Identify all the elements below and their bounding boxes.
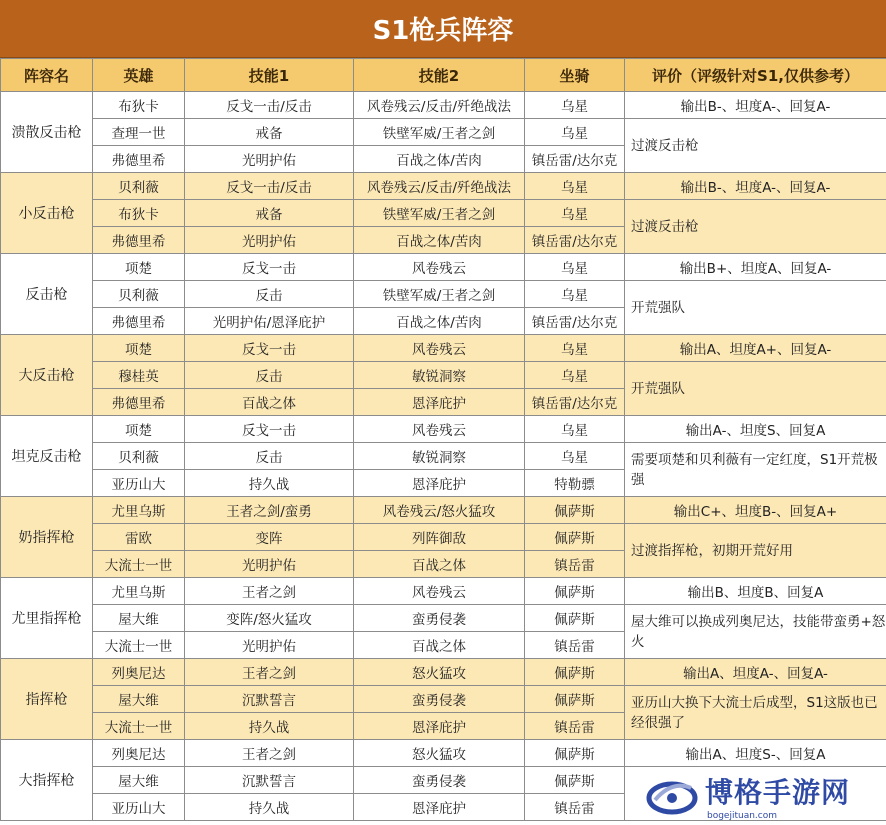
hero-cell: 项楚 <box>93 254 185 281</box>
mount-cell: 乌星 <box>525 416 625 443</box>
skill1-cell: 戒备 <box>185 200 354 227</box>
evaluation-note-cell: 亚历山大换下大流士后成型，S1这版也已经很强了 <box>625 686 886 740</box>
hero-cell: 查理一世 <box>93 119 185 146</box>
skill2-cell: 风卷残云 <box>354 416 525 443</box>
table-row <box>1 443 886 470</box>
skill2-cell: 铁壁军威/王者之剑 <box>354 119 525 146</box>
skill1-cell: 反戈一击/反击 <box>185 173 354 200</box>
mount-cell: 镇岳雷 <box>525 794 625 821</box>
mount-cell: 乌星 <box>525 173 625 200</box>
watermark-url: bogejituan.com <box>706 811 777 821</box>
skill1-cell: 反击 <box>185 362 354 389</box>
lineup-name-cell: 小反击枪 <box>1 173 93 254</box>
skill1-cell: 光明护佑 <box>185 146 354 173</box>
mount-cell: 乌星 <box>525 119 625 146</box>
evaluation-note-cell: 过渡指挥枪，初期开荒好用 <box>625 524 886 578</box>
hero-cell: 尤里乌斯 <box>93 497 185 524</box>
skill2-cell: 百战之体/苦肉 <box>354 308 525 335</box>
lineup-name-cell: 奶指挥枪 <box>1 497 93 578</box>
lineup-name-cell: 大反击枪 <box>1 335 93 416</box>
hero-cell: 布狄卡 <box>93 92 185 119</box>
skill1-cell: 反戈一击 <box>185 335 354 362</box>
rating-cell: 输出A、坦度A+、回复A- <box>625 335 886 362</box>
table-row <box>1 416 886 443</box>
skill2-cell: 敏锐洞察 <box>354 362 525 389</box>
mount-cell: 佩萨斯 <box>525 605 625 632</box>
hero-cell: 屋大维 <box>93 686 185 713</box>
rating-cell: 输出A-、坦度S、回复A <box>625 416 886 443</box>
evaluation-note-cell: 屋大维可以换成列奥尼达，技能带蛮勇+怒火 <box>625 605 886 659</box>
skill2-cell: 风卷残云/反击/歼绝战法 <box>354 173 525 200</box>
mount-cell: 佩萨斯 <box>525 767 625 794</box>
mount-cell: 镇岳雷/达尔克 <box>525 227 625 254</box>
table-row <box>1 335 886 362</box>
hero-cell: 弗德里希 <box>93 146 185 173</box>
evaluation-note-cell: 过渡反击枪 <box>625 119 886 173</box>
hero-cell: 屋大维 <box>93 767 185 794</box>
header-skill1: 技能1 <box>185 59 354 92</box>
skill1-cell: 反戈一击 <box>185 416 354 443</box>
evaluation-note-cell: 需要项楚和贝利薇有一定红度，S1开荒极强 <box>625 443 886 497</box>
rating-cell: 输出A、坦度S-、回复A <box>625 740 886 767</box>
lineup-name-cell: 溃散反击枪 <box>1 92 93 173</box>
evaluation-note-cell <box>625 767 886 821</box>
evaluation-note-cell: 过渡反击枪 <box>625 200 886 254</box>
skill1-cell: 王者之剑 <box>185 740 354 767</box>
skill2-cell: 列阵御敌 <box>354 524 525 551</box>
skill1-cell: 王者之剑/蛮勇 <box>185 497 354 524</box>
skill1-cell: 光明护佑/恩泽庇护 <box>185 308 354 335</box>
skill1-cell: 变阵/怒火猛攻 <box>185 605 354 632</box>
lineup-name-cell: 坦克反击枪 <box>1 416 93 497</box>
skill1-cell: 光明护佑 <box>185 551 354 578</box>
hero-cell: 列奥尼达 <box>93 659 185 686</box>
mount-cell: 乌星 <box>525 92 625 119</box>
hero-cell: 大流士一世 <box>93 551 185 578</box>
skill1-cell: 沉默誓言 <box>185 686 354 713</box>
skill1-cell: 反戈一击 <box>185 254 354 281</box>
hero-cell: 穆桂英 <box>93 362 185 389</box>
skill1-cell: 百战之体 <box>185 389 354 416</box>
table-row <box>1 200 886 227</box>
hero-cell: 亚历山大 <box>93 794 185 821</box>
mount-cell: 乌星 <box>525 200 625 227</box>
skill2-cell: 恩泽庇护 <box>354 389 525 416</box>
hero-cell: 亚历山大 <box>93 470 185 497</box>
skill1-cell: 反击 <box>185 443 354 470</box>
skill2-cell: 风卷残云 <box>354 254 525 281</box>
hero-cell: 屋大维 <box>93 605 185 632</box>
table-row <box>1 740 886 767</box>
table-row <box>1 119 886 146</box>
skill2-cell: 百战之体/苦肉 <box>354 146 525 173</box>
lineup-table-body <box>1 92 886 821</box>
table-row <box>1 92 886 119</box>
skill2-cell: 风卷残云 <box>354 578 525 605</box>
hero-cell: 贝利薇 <box>93 173 185 200</box>
hero-cell: 大流士一世 <box>93 713 185 740</box>
skill1-cell: 持久战 <box>185 713 354 740</box>
hero-cell: 布狄卡 <box>93 200 185 227</box>
mount-cell: 镇岳雷/达尔克 <box>525 308 625 335</box>
skill1-cell: 持久战 <box>185 470 354 497</box>
table-row <box>1 605 886 632</box>
lineup-name-cell: 反击枪 <box>1 254 93 335</box>
rating-cell: 输出A、坦度A-、回复A- <box>625 659 886 686</box>
skill2-cell: 百战之体 <box>354 551 525 578</box>
watermark-text: 博格手游网 <box>704 776 850 809</box>
skill1-cell: 变阵 <box>185 524 354 551</box>
skill2-cell: 恩泽庇护 <box>354 470 525 497</box>
hero-cell: 弗德里希 <box>93 227 185 254</box>
table-row <box>1 686 886 713</box>
table-row <box>1 173 886 200</box>
skill1-cell: 王者之剑 <box>185 578 354 605</box>
rating-cell: 输出B+、坦度A、回复A- <box>625 254 886 281</box>
skill2-cell: 蛮勇侵袭 <box>354 767 525 794</box>
hero-cell: 大流士一世 <box>93 632 185 659</box>
skill2-cell: 铁壁军威/王者之剑 <box>354 281 525 308</box>
rating-cell: 输出C+、坦度B-、回复A+ <box>625 497 886 524</box>
mount-cell: 乌星 <box>525 362 625 389</box>
mount-cell: 佩萨斯 <box>525 497 625 524</box>
skill2-cell: 蛮勇侵袭 <box>354 686 525 713</box>
skill1-cell: 反戈一击/反击 <box>185 92 354 119</box>
evaluation-note-cell: 开荒强队 <box>625 362 886 416</box>
rating-cell: 输出B-、坦度A-、回复A- <box>625 173 886 200</box>
header-skill2: 技能2 <box>354 59 525 92</box>
skill2-cell: 蛮勇侵袭 <box>354 605 525 632</box>
table-row <box>1 497 886 524</box>
skill1-cell: 光明护佑 <box>185 227 354 254</box>
skill1-cell: 反击 <box>185 281 354 308</box>
evaluation-note-cell: 开荒强队 <box>625 281 886 335</box>
hero-cell: 项楚 <box>93 335 185 362</box>
skill2-cell: 恩泽庇护 <box>354 713 525 740</box>
skill2-cell: 风卷残云/反击/歼绝战法 <box>354 92 525 119</box>
mount-cell: 佩萨斯 <box>525 659 625 686</box>
mount-cell: 特勒骠 <box>525 470 625 497</box>
hero-cell: 贝利薇 <box>93 281 185 308</box>
mount-cell: 乌星 <box>525 443 625 470</box>
skill1-cell: 王者之剑 <box>185 659 354 686</box>
lineup-name-cell: 大指挥枪 <box>1 740 93 821</box>
header-hero: 英雄 <box>93 59 185 92</box>
hero-cell: 尤里乌斯 <box>93 578 185 605</box>
mount-cell: 镇岳雷 <box>525 713 625 740</box>
table-row <box>1 524 886 551</box>
rating-cell: 输出B-、坦度A-、回复A- <box>625 92 886 119</box>
skill1-cell: 光明护佑 <box>185 632 354 659</box>
mount-cell: 镇岳雷/达尔克 <box>525 389 625 416</box>
hero-cell: 弗德里希 <box>93 389 185 416</box>
table-row <box>1 362 886 389</box>
hero-cell: 雷欧 <box>93 524 185 551</box>
table-row <box>1 767 886 794</box>
hero-cell: 弗德里希 <box>93 308 185 335</box>
table-row <box>1 578 886 605</box>
rating-cell: 输出B、坦度B、回复A <box>625 578 886 605</box>
header-mount: 坐骑 <box>525 59 625 92</box>
mount-cell: 镇岳雷/达尔克 <box>525 146 625 173</box>
skill2-cell: 铁壁军威/王者之剑 <box>354 200 525 227</box>
mount-cell: 佩萨斯 <box>525 686 625 713</box>
skill2-cell: 风卷残云/怒火猛攻 <box>354 497 525 524</box>
skill2-cell: 敏锐洞察 <box>354 443 525 470</box>
mount-cell: 镇岳雷 <box>525 632 625 659</box>
header-lineup-name: 阵容名 <box>1 59 93 92</box>
skill2-cell: 怒火猛攻 <box>354 740 525 767</box>
table-row <box>1 281 886 308</box>
skill2-cell: 恩泽庇护 <box>354 794 525 821</box>
skill2-cell: 百战之体/苦肉 <box>354 227 525 254</box>
skill2-cell: 百战之体 <box>354 632 525 659</box>
lineup-table <box>0 58 886 821</box>
table-row <box>1 254 886 281</box>
mount-cell: 乌星 <box>525 335 625 362</box>
hero-cell: 项楚 <box>93 416 185 443</box>
mount-cell: 佩萨斯 <box>525 740 625 767</box>
mount-cell: 镇岳雷 <box>525 551 625 578</box>
header-evaluation: 评价（评级针对S1,仅供参考） <box>625 59 886 92</box>
mount-cell: 乌星 <box>525 254 625 281</box>
hero-cell: 贝利薇 <box>93 443 185 470</box>
page-title: S1枪兵阵容 <box>0 0 886 58</box>
skill2-cell: 风卷残云 <box>354 335 525 362</box>
lineup-name-cell: 尤里指挥枪 <box>1 578 93 659</box>
hero-cell: 列奥尼达 <box>93 740 185 767</box>
skill1-cell: 沉默誓言 <box>185 767 354 794</box>
table-row <box>1 659 886 686</box>
skill2-cell: 怒火猛攻 <box>354 659 525 686</box>
header-row <box>1 59 886 92</box>
mount-cell: 佩萨斯 <box>525 524 625 551</box>
mount-cell: 佩萨斯 <box>525 578 625 605</box>
skill1-cell: 持久战 <box>185 794 354 821</box>
mount-cell: 乌星 <box>525 281 625 308</box>
skill1-cell: 戒备 <box>185 119 354 146</box>
lineup-name-cell: 指挥枪 <box>1 659 93 740</box>
